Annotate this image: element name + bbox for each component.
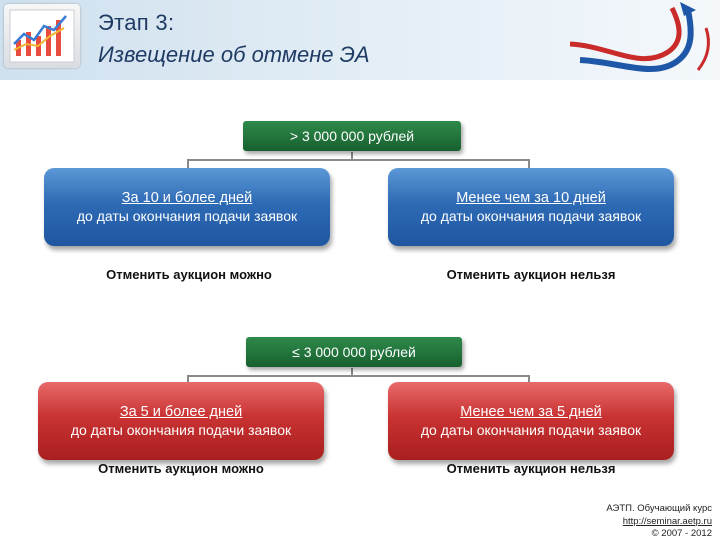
chart-logo-icon — [4, 4, 80, 68]
option-subtitle: до даты окончания подачи заявок — [420, 208, 642, 224]
result-cannot-cancel: Отменить аукцион нельзя — [446, 267, 616, 282]
option-10-days-or-more — [44, 168, 330, 246]
option-title: Менее чем за 5 дней — [460, 404, 602, 420]
result-can-cancel: Отменить аукцион можно — [106, 267, 272, 282]
option-5-days-or-more — [38, 382, 324, 460]
condition-up-to-3m: ≤ 3 000 000 рублей — [246, 337, 462, 367]
connector-line — [187, 375, 530, 377]
footer-course-name: АЭТП. Обучающий курс — [606, 503, 712, 514]
option-less-than-10-days — [388, 168, 674, 246]
stage-label: Этап 3: — [98, 10, 175, 35]
option-title: Менее чем за 10 дней — [456, 190, 606, 206]
result-cannot-cancel: Отменить аукцион нельзя — [446, 461, 616, 476]
option-subtitle: до даты окончания подачи заявок — [420, 422, 642, 438]
swoosh-arrow-icon — [560, 0, 720, 80]
page-title: Извещение об отмене ЭА — [98, 42, 370, 67]
option-subtitle: до даты окончания подачи заявок — [76, 208, 298, 224]
condition-over-3m: > 3 000 000 рублей — [243, 121, 461, 151]
connector-line — [187, 159, 530, 161]
option-subtitle: до даты окончания подачи заявок — [70, 422, 292, 438]
option-title: За 10 и более дней — [121, 190, 253, 206]
option-less-than-5-days — [388, 382, 674, 460]
footer-copyright: © 2007 - 2012 — [651, 528, 712, 539]
header-banner — [0, 0, 720, 80]
option-title: За 5 и более дней — [119, 404, 243, 420]
result-can-cancel: Отменить аукцион можно — [98, 461, 264, 476]
footer-link[interactable]: http://seminar.aetp.ru — [622, 515, 712, 527]
footer-credits — [606, 503, 712, 541]
